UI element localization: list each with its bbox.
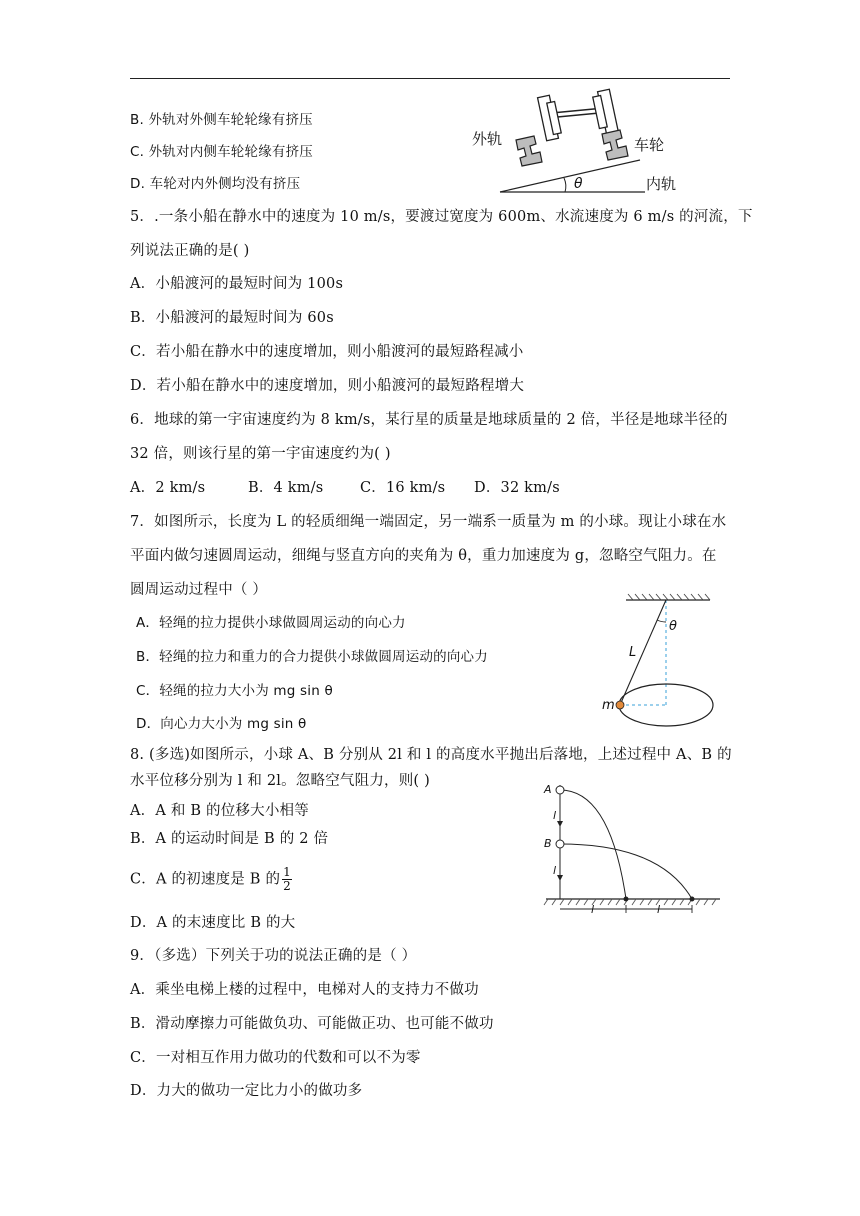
q9-option-d: D．力大的做功一定比力小的做功多 [130, 1083, 363, 1099]
q6-option-a: A．2 km/s [130, 480, 206, 496]
projectile-figure [540, 775, 726, 915]
q6-option-c: C．16 km/s [360, 480, 446, 496]
q4-option-d: D. 车轮对内外侧均没有挤压 [130, 176, 301, 192]
q9-option-b: B．滑动摩擦力可能做负功、可能做正功、也可能不做功 [130, 1016, 494, 1032]
rail-wheel-figure [470, 88, 700, 196]
q9-option-c: C．一对相互作用力做功的代数和可以不为零 [130, 1050, 421, 1066]
q8-option-a: A．A 和 B 的位移大小相等 [130, 803, 309, 819]
q6-option-d: D．32 km/s [474, 480, 560, 496]
q7-option-d: D．向心力大小为 mg sin θ [136, 716, 307, 732]
q5-option-c: C．若小船在静水中的速度增加，则小船渡河的最短路程减小 [130, 344, 524, 360]
angle-theta-label: θ [574, 176, 583, 192]
q7-stem-line3: 圆周运动过程中（ ） [130, 582, 268, 598]
distance-l-second-label: l [657, 903, 661, 915]
q6-option-b: B．4 km/s [248, 480, 324, 496]
q8-option-c-text: C．A 的初速度是 B 的 [130, 871, 281, 888]
q7-stem-line2: 平面内做匀速圆周运动，细绳与竖直方向的夹角为 θ，重力加速度为 g，忽略空气阻力。在 [130, 548, 717, 564]
q6-stem-line1: 6．地球的第一宇宙速度约为 8 km/s，某行星的质量是地球质量的 2 倍，半径是地球半径的 [130, 412, 728, 428]
header-rule [130, 78, 730, 79]
q8-option-b: B．A 的运动时间是 B 的 2 倍 [130, 831, 329, 847]
conical-pendulum-figure [600, 592, 740, 744]
q7-option-a: A．轻绳的拉力提供小球做圆周运动的向心力 [136, 615, 406, 631]
q5-stem-line1: 5．.一条小船在静水中的速度为 10 m/s，要渡过宽度为 600m、水流速度为 6 m/s 的河流，下 [130, 209, 753, 225]
q4-option-b: B. 外轨对外侧车轮轮缘有挤压 [130, 112, 313, 128]
q5-option-a: A．小船渡河的最短时间为 100s [130, 276, 344, 292]
q7-option-c: C．轻绳的拉力大小为 mg sin θ [136, 683, 333, 699]
q7-stem-line1: 7．如图所示，长度为 L 的轻质细绳一端固定，另一端系一质量为 m 的小球。现让小球在水 [130, 514, 727, 530]
theta-label: θ [669, 619, 677, 634]
q8-option-d: D．A 的末速度比 B 的大 [130, 915, 296, 931]
wheel-label: 车轮 [634, 136, 665, 154]
q4-option-c: C. 外轨对内侧车轮轮缘有挤压 [130, 144, 314, 160]
q5-option-d: D．若小船在静水中的速度增加，则小船渡河的最短路程增大 [130, 378, 525, 394]
q8-stem-line2: 水平位移分别为 l 和 2l。忽略空气阻力，则( ) [130, 773, 430, 789]
inner-rail-label: 内轨 [646, 175, 677, 193]
q6-stem-line2: 32 倍，则该行星的第一宇宙速度约为( ) [130, 446, 391, 462]
q5-stem-line2: 列说法正确的是( ) [130, 243, 250, 259]
height-l-lower-label: l [553, 864, 557, 877]
q5-option-b: B．小船渡河的最短时间为 60s [130, 310, 334, 326]
outer-rail-label: 外轨 [472, 130, 503, 148]
fraction-one-half: $\frac{1}{2}$ [283, 865, 291, 893]
length-l-label: L [629, 645, 637, 660]
q7-option-b: B．轻绳的拉力和重力的合力提供小球做圆周运动的向心力 [136, 649, 488, 665]
q8-option-c [130, 866, 292, 893]
mass-m-label: m [602, 698, 615, 713]
q8-stem-line1: 8. (多选)如图所示，小球 A、B 分别从 2l 和 l 的高度水平抛出后落地，上述过程中 A、B 的 [130, 747, 732, 763]
distance-l-first-label: l [591, 903, 595, 915]
q9-stem: 9．（多选）下列关于功的说法正确的是（ ） [130, 948, 417, 964]
q9-option-a: A．乘坐电梯上楼的过程中，电梯对人的支持力不做功 [130, 982, 479, 998]
ball-a-label: A [544, 783, 552, 796]
ball-b-label: B [544, 837, 552, 850]
height-l-upper-label: l [553, 809, 557, 822]
